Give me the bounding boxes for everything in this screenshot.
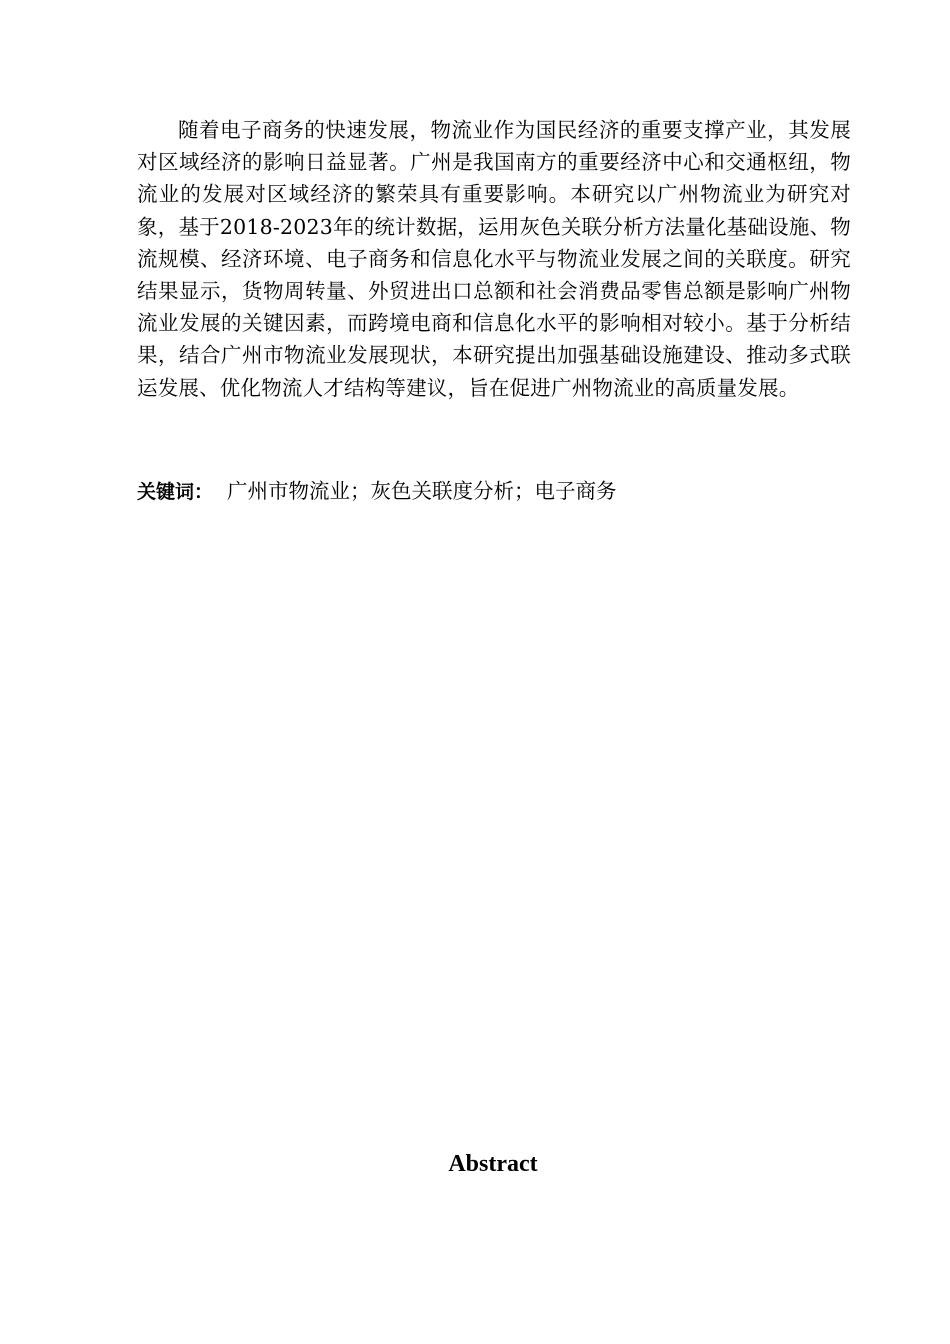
- english-abstract-heading: Abstract: [448, 1151, 538, 1177]
- keywords-line: [137, 475, 851, 508]
- keywords-label: 关键词：: [137, 481, 214, 503]
- keywords-text: 广州市物流业；灰色关联度分析；电子商务: [227, 479, 617, 503]
- abstract-paragraph: 随着电子商务的快速发展，物流业作为国民经济的重要支撑产业，其发展对区域经济的影响日益显著。广州是我国南方的重要经济中心和交通枢纽，物流业的发展对区域经济的繁荣具有重要影响。本研究以广州物流业为研究对象，基于2018-2023年的统计数据，运用灰色关联分析方法量化基础设施、物流规模、经济环境、电子商务和信息化水平与物流业发展之间的关联度。研究结果显示，货物周转量、外贸进出口总额和社会消费品零售总额是影响广州物流业发展的关键因素，而跨境电商和信息化水平的影响相对较小。基于分析结果，结合广州市物流业发展现状，本研究提出加强基础设施建设、推动多式联运发展、优化物流人才结构等建议，旨在促进广州物流业的高质量发展。: [137, 118, 851, 400]
